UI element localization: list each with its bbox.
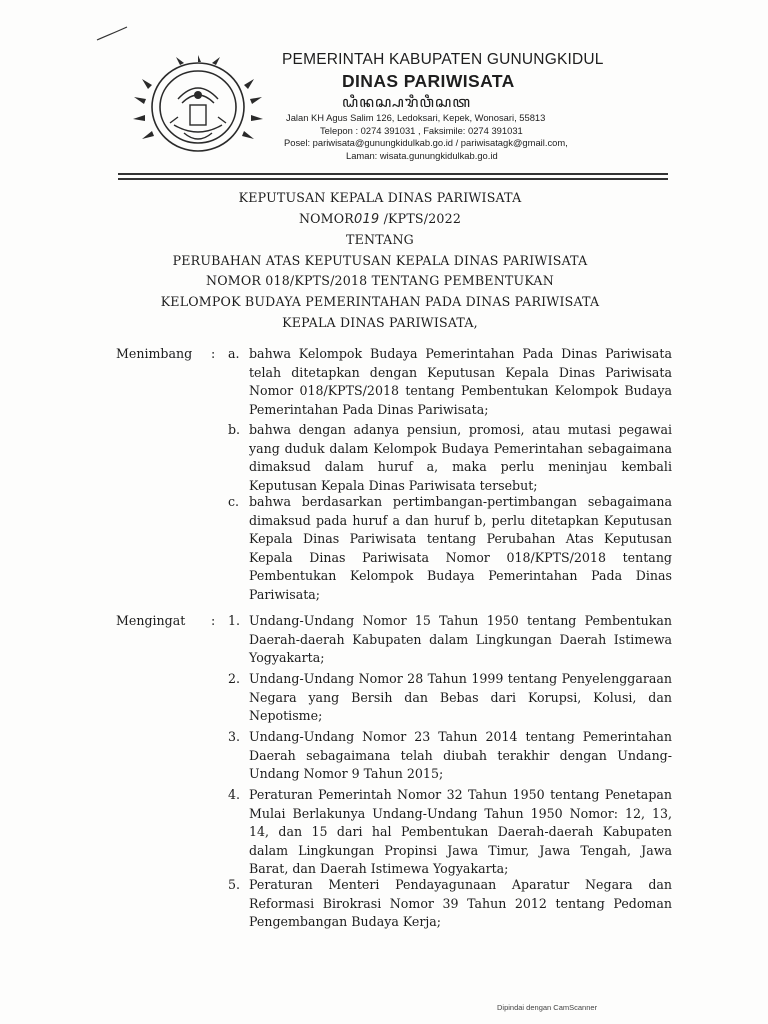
mengingat-item-text: Undang-Undang Nomor 23 Tahun 2014 tentang Pemerintahan Daerah sebagaimana telah diubah terakhir dengan Undang-Undang Nomor 9 Tahun 2015;: [249, 729, 672, 782]
letterhead-javanese-script: ꦝꦶꦤꦱ꧀ꦥꦫꦶꦮꦶꦱꦠ: [342, 93, 471, 111]
menimbang-item-text: bahwa Kelompok Budaya Pemerintahan Pada Dinas Pariwisata telah ditetapkan dengan Keputusan Kepala Dinas Pariwisata Nomor 018/KPTS/2018 tentang Pembentukan Kelompok Budaya Pemerintahan Pada Dinas Pariwisata;: [249, 346, 672, 417]
mengingat-colon: :: [211, 613, 216, 628]
mengingat-item-mark: 2.: [228, 671, 241, 686]
letterhead: [282, 50, 662, 162]
mengingat-item-mark: 5.: [228, 877, 241, 892]
pen-stroke-mark: [96, 26, 128, 42]
decree-number-handwritten: 019: [353, 211, 380, 227]
letterhead-address: Jalan KH Agus Salim 126, Ledoksari, Kepek, Wonosari, 55813: [286, 112, 546, 123]
scanner-watermark: Dipindai dengan CamScanner: [497, 1003, 598, 1012]
letterhead-contact: [282, 112, 662, 162]
decree-number-suffix: /KPTS/2022: [379, 210, 462, 226]
decree-subject-line-2: NOMOR 018/KPTS/2018 TENTANG PEMBENTUKAN: [206, 273, 554, 289]
decree-subject-line-3: KELOMPOK BUDAYA PEMERINTAHAN PADA DINAS PARIWISATA: [160, 293, 600, 309]
letterhead-email: Posel: pariwisata@gunungkidulkab.go.id / pariwisatagk@gmail.com,: [284, 137, 568, 149]
menimbang-item-mark: a.: [228, 346, 240, 361]
mengingat-item-mark: 4.: [228, 787, 241, 802]
mengingat-label: Mengingat: [116, 613, 186, 628]
letterhead-divider: [118, 173, 668, 180]
decree-tentang: TENTANG: [346, 232, 414, 248]
letterhead-website: Laman: wisata.gunungkidulkab.go.id: [346, 149, 498, 161]
mengingat-item-text: Undang-Undang Nomor 15 Tahun 1950 tentang Pembentukan Daerah-daerah Kabupaten dalam Lingkungan Daerah Istimewa Yogyakarta;: [249, 613, 672, 666]
decree-number-prefix: NOMOR: [298, 210, 354, 226]
letterhead-government: PEMERINTAH KABUPATEN GUNUNGKIDUL: [282, 51, 604, 68]
decree-signatory: KEPALA DINAS PARIWISATA,: [282, 314, 478, 330]
mengingat-item-mark: 1.: [228, 613, 241, 628]
letterhead-phone: Telepon : 0274 391031 , Faksimile: 0274 391031: [320, 124, 523, 136]
decree-number: [90, 209, 670, 231]
mengingat-item-text: Peraturan Pemerintah Nomor 32 Tahun 1950 tentang Penetapan Mulai Berlakunya Undang-Undang Tahun 1950 Nomor: 12, 13, 14, dan 15 dari hal Pembentukan Daerah-daerah Kabupaten dalam Lingkungan Propinsi Jawa Timur, Jawa Tengah, Jawa Barat, dan Daerah Istimewa Yogyakarta;: [249, 787, 672, 877]
letterhead-agency: DINAS PARIWISATA: [342, 71, 515, 91]
regency-emblem-logo: [122, 55, 274, 159]
decree-heading: KEPUTUSAN KEPALA DINAS PARIWISATA: [238, 190, 522, 205]
menimbang-item-mark: b.: [228, 422, 241, 437]
menimbang-label: Menimbang: [116, 346, 193, 361]
menimbang-item-mark: c.: [228, 494, 240, 509]
mengingat-item-text: Undang-Undang Nomor 28 Tahun 1999 tentang Penyelenggaraan Negara yang Bersih dan Bebas dari Korupsi, Kolusi, dan Nepotisme;: [249, 671, 672, 724]
decree-subject-line-1: PERUBAHAN ATAS KEPUTUSAN KEPALA DINAS PARIWISATA: [172, 252, 588, 268]
mengingat-item-text: Peraturan Menteri Pendayagunaan Aparatur Negara dan Reformasi Birokrasi Nomor 39 Tahun 2012 tentang Pedoman Pengembangan Budaya Kerja;: [249, 877, 672, 930]
menimbang-item-text: bahwa dengan adanya pensiun, promosi, atau mutasi pegawai yang duduk dalam Kelompok Budaya Pemerintahan sebagaimana dimaksud dalam huruf a, maka perlu meninjau kembali Keputusan Kepala Dinas Pariwisata tersebut;: [249, 422, 672, 493]
decree-title-block: [90, 188, 670, 333]
menimbang-item-text: bahwa berdasarkan pertimbangan-pertimbangan sebagaimana dimaksud pada huruf a dan huruf b, perlu ditetapkan Keputusan Kepala Dinas Pariwisata tentang Perubahan Atas Keputusan Kepala Dinas Pariwisata Nomor 018/KPTS/2018 tentang Pembentukan Kelompok Budaya Pemerintahan Pada Dinas Pariwisata;: [249, 494, 672, 602]
mengingat-item-mark: 3.: [228, 729, 241, 744]
menimbang-colon: :: [211, 346, 216, 361]
